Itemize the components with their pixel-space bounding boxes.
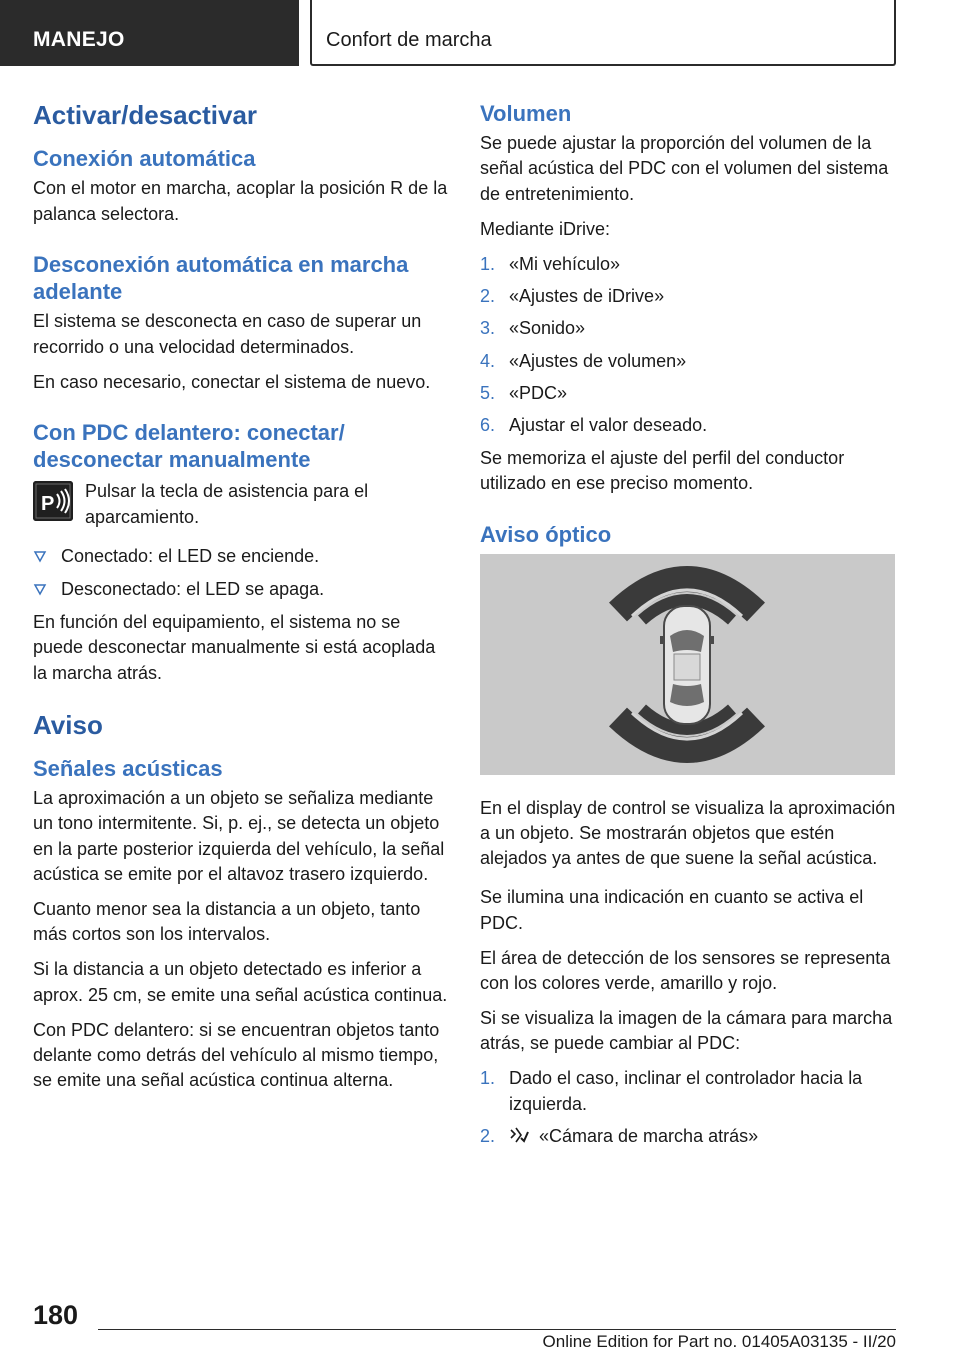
paragraph-senales-1: La aproximación a un objeto se señaliza mediante un tono intermitente. Si, p. ej., se detecta un objeto en la parte posterior izquierda del vehículo, la señal acústica se emite por el altavoz trasero izquierdo. <box>33 788 445 884</box>
paragraph-press-button: Pulsar la tecla de asistencia para el aparcamiento. <box>85 481 369 527</box>
paragraph-camara: Si se visualiza la imagen de la cámara para marcha atrás, se puede cambiar al PDC: <box>480 1008 893 1054</box>
list-item: 1. «Mi vehículo» <box>480 254 621 275</box>
parking-assist-button-icon <box>33 481 73 521</box>
footer-divider <box>98 1329 896 1330</box>
header-section-label: MANEJO <box>33 28 125 51</box>
parking-button-instruction <box>33 479 451 529</box>
page-number: 180 <box>33 1300 79 1330</box>
paragraph-senales-4: Con PDC delantero: si se encuentran objetos tanto delante como detrás del vehículo al mismo tiempo, se emite una señal acústica continua alterna. <box>33 1019 440 1091</box>
heading-activar-desactivar: Activar/desactivar <box>33 100 258 130</box>
triangle-bullet-icon <box>33 582 47 596</box>
paragraph-senales-2: Cuanto menor sea la distancia a un objeto, tanto más cortos son los intervalos. <box>33 898 421 945</box>
list-item: 2. «Ajustes de iDrive» <box>480 286 665 307</box>
list-item: 1. Dado el caso, inclinar el controlador hacia la izquierda. <box>480 1068 863 1114</box>
paragraph-desconexion-2: En caso necesario, conectar el sistema de nuevo. <box>33 371 431 392</box>
list-item: 4. «Ajustes de volumen» <box>480 350 687 371</box>
footer-edition: Online Edition for Part no. 01405A03135 - II/20 <box>542 1332 896 1351</box>
paragraph-display: En el display de control se visualiza la aproximación a un objeto. Se mostrarán objetos que estén alejados ya antes de que suene la señal acústica. <box>480 797 896 869</box>
paragraph-indicacion: Se ilumina una indicación en cuanto se activa el PDC. <box>480 887 864 933</box>
heading-volumen: Volumen <box>480 101 572 126</box>
led-status-list <box>33 544 451 602</box>
list-item: 2. «Cámara de marcha atrás» <box>480 1125 759 1146</box>
triangle-bullet-icon <box>33 549 47 563</box>
heading-aviso: Aviso <box>33 709 103 740</box>
heading-pdc-manual: Con PDC delantero: conectar/ desconectar manualmente <box>33 419 345 473</box>
paragraph-area: El área de detección de los sensores se representa con los colores verde, amarillo y rojo. <box>480 947 891 993</box>
header-section-tab <box>0 0 299 66</box>
heading-conexion-automatica: Conexión automática <box>33 146 256 172</box>
right-column <box>480 100 898 1157</box>
list-item: 6. Ajustar el valor deseado. <box>480 414 708 435</box>
paragraph-desconexion-1: El sistema se desconecta en caso de superar un recorrido o una velocidad determinados. <box>33 311 422 357</box>
header-chapter-box <box>310 0 896 66</box>
pdc-car-graphic <box>480 554 895 775</box>
heading-desconexion-automatica: Desconexión automática en marcha adelante <box>33 251 409 305</box>
paragraph-equipamiento: En función del equipamiento, el sistema no se puede desconectar manualmente si está acoplada la marcha atrás. <box>33 612 436 683</box>
paragraph-volumen: Se puede ajustar la proporción del volumen de la señal acústica del PDC con el volumen del sistema de entretenimiento. <box>480 133 889 204</box>
rear-camera-icon <box>509 1126 529 1144</box>
list-item: 5. «PDC» <box>480 382 568 403</box>
paragraph-senales-3: Si la distancia a un objeto detectado es inferior a aprox. 25 cm, se emite una señal acústica continua. <box>33 959 448 1005</box>
list-item: Desconectado: el LED se apaga. <box>33 577 451 602</box>
heading-aviso-optico: Aviso óptico <box>480 521 612 547</box>
paragraph-memoriza: Se memoriza el ajuste del perfil del conductor utilizado en ese preciso momento. <box>480 448 845 494</box>
paragraph-conexion: Con el motor en marcha, acoplar la posición R de la palanca selectora. <box>33 178 448 224</box>
paragraph-idrive: Mediante iDrive: <box>480 218 611 239</box>
list-item: Conectado: el LED se enciende. <box>33 544 451 569</box>
header-chapter-label: Confort de marcha <box>326 29 492 51</box>
list-item: 3. «Sonido» <box>480 318 586 339</box>
camera-steps-list <box>480 1066 898 1149</box>
left-column <box>33 100 451 1103</box>
svg-text:P: P <box>41 493 55 516</box>
heading-senales-acusticas: Señales acústicas <box>33 755 223 781</box>
idrive-steps-list <box>480 252 898 438</box>
